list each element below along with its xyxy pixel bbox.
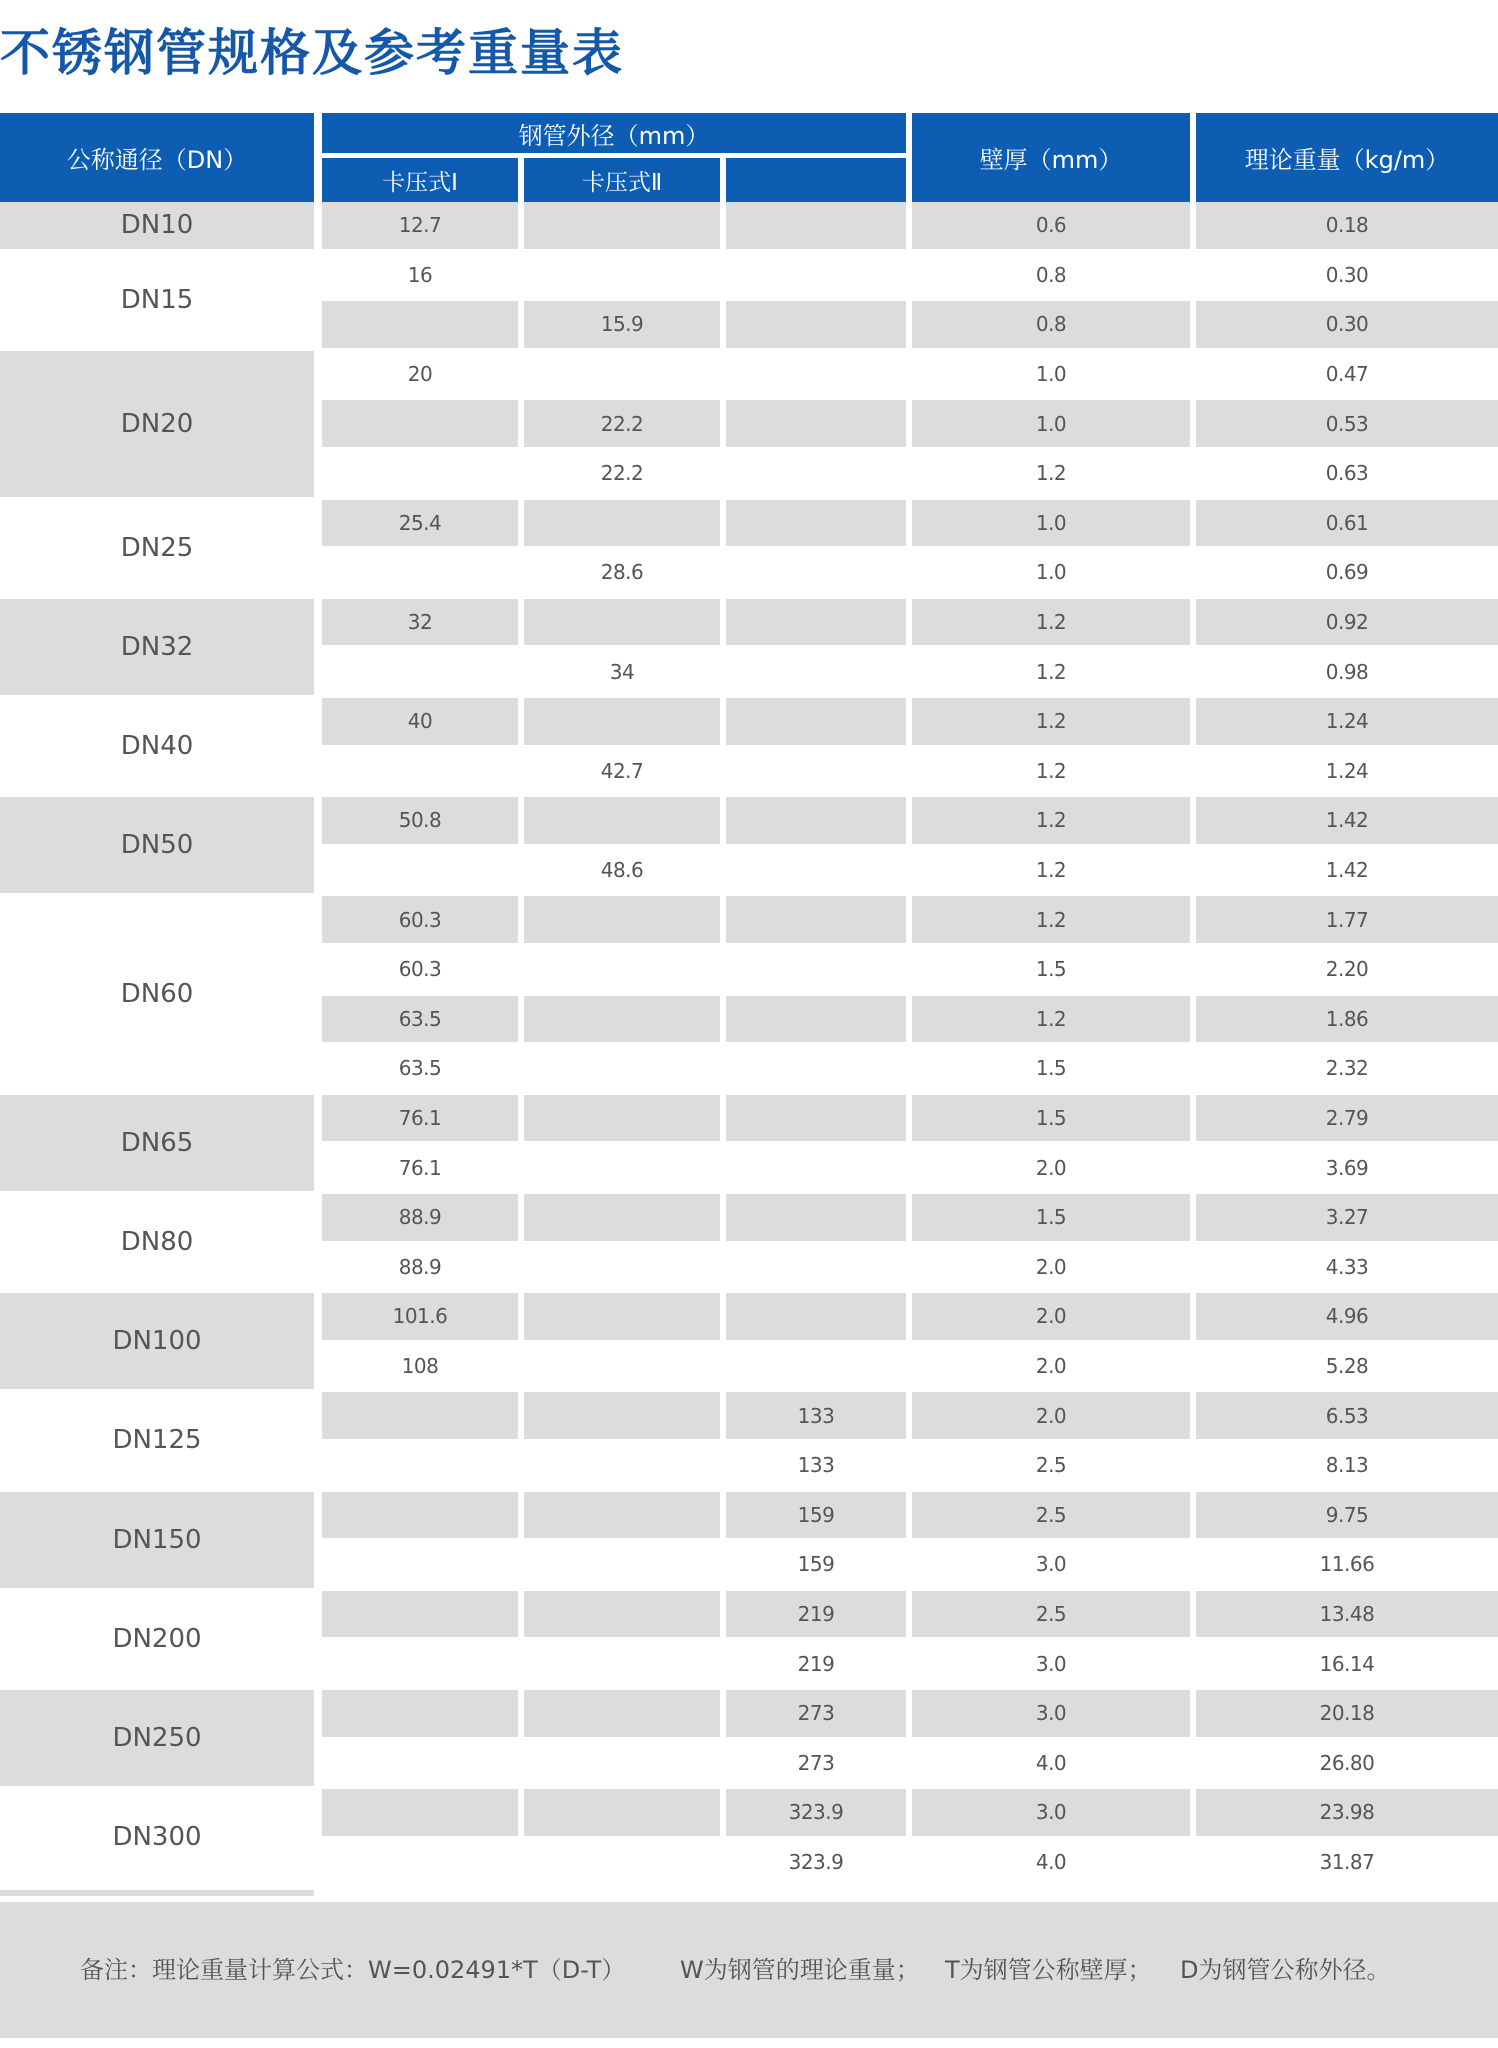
table-cell [524,1442,720,1489]
header-od-type2: 卡压式Ⅱ [524,158,720,202]
table-cell: 0.30 [1325,262,1369,287]
table-cell [726,1144,906,1191]
table-cell: 15.9 [524,301,720,348]
dn-label: DN32 [0,599,314,695]
table-cell [322,1442,518,1489]
header-wall-thickness: 壁厚（mm） [912,113,1190,202]
table-cell [322,1839,518,1886]
table-cell: 0.8 [912,301,1190,348]
table-cell [322,1740,518,1787]
table-cell [524,1095,720,1142]
table-cell: 3.69 [1325,1155,1369,1180]
table-cell [322,847,518,894]
dn-label: DN60 [120,979,194,1010]
table-cell: 0.18 [1196,202,1498,249]
table-cell [524,1839,720,1886]
note-d-definition: D为钢管公称外径。 [1180,1956,1391,1984]
table-cell: 23.98 [1196,1789,1498,1836]
table-cell [524,1640,720,1687]
table-cell [322,1541,518,1588]
table-cell: 1.2 [1035,659,1067,684]
table-cell [726,698,906,745]
table-cell: 11.66 [1319,1552,1375,1577]
table-cell: 4.33 [1325,1254,1369,1279]
table-cell: 2.5 [1035,1453,1067,1478]
table-cell: 1.2 [1035,858,1067,883]
table-cell: 88.9 [322,1194,518,1241]
table-cell [322,400,518,447]
table-cell: 1.2 [912,896,1190,943]
table-cell: 2.0 [1035,1155,1067,1180]
table-cell: 2.0 [912,1293,1190,1340]
table-cell: 1.5 [1035,957,1067,982]
table-cell [726,450,906,497]
note-w-definition: W为钢管的理论重量； [680,1956,920,1984]
table-cell: 76.1 [398,1155,442,1180]
table-cell: 101.6 [322,1293,518,1340]
table-cell: 34 [609,659,635,684]
dn-label: DN65 [0,1095,314,1191]
table-cell: 159 [726,1492,906,1539]
table-cell: 0.69 [1325,560,1369,585]
table-cell [524,698,720,745]
table-cell: 1.2 [912,599,1190,646]
table-cell [322,748,518,795]
table-cell: 133 [797,1453,835,1478]
dn-label: DN125 [112,1425,202,1456]
table-cell: 25.4 [322,500,518,547]
table-cell: 9.75 [1196,1492,1498,1539]
table-cell: 219 [797,1651,835,1676]
table-cell: 1.42 [1325,858,1369,883]
table-cell [524,1690,720,1737]
table-cell [524,1789,720,1836]
table-cell: 1.0 [1035,362,1067,387]
dn-label: DN80 [120,1227,194,1258]
table-cell [524,1392,720,1439]
table-cell: 3.0 [912,1690,1190,1737]
table-cell: 1.77 [1196,896,1498,943]
table-cell: 60.3 [398,957,442,982]
table-cell: 1.0 [912,400,1190,447]
table-cell [524,1144,720,1191]
table-cell: 0.61 [1196,500,1498,547]
table-cell: 2.0 [1035,1254,1067,1279]
table-cell: 4.0 [1035,1850,1067,1875]
table-cell: 323.9 [788,1850,844,1875]
table-cell: 273 [797,1750,835,1775]
table-cell: 133 [726,1392,906,1439]
table-cell [726,202,906,249]
table-cell [524,252,720,299]
table-cell: 0.8 [1035,262,1067,287]
table-cell [524,1293,720,1340]
table-cell [524,896,720,943]
table-cell [322,450,518,497]
page-title: 不锈钢管规格及参考重量表 [0,24,624,82]
table-cell: 1.2 [912,698,1190,745]
table-cell: 60.3 [322,896,518,943]
header-od-type3 [726,158,906,202]
table-cell: 1.2 [912,996,1190,1043]
table-cell: 20.18 [1196,1690,1498,1737]
table-cell: 1.42 [1196,797,1498,844]
table-cell [524,1045,720,1092]
table-cell: 16.14 [1319,1651,1375,1676]
table-cell [726,896,906,943]
table-cell: 22.2 [524,400,720,447]
table-cell: 1.2 [912,797,1190,844]
table-cell: 1.5 [1035,1056,1067,1081]
table-cell [322,1690,518,1737]
dn-label: DN20 [0,351,314,497]
table-cell: 0.6 [912,202,1190,249]
table-cell: 16 [407,262,433,287]
table-cell: 3.27 [1196,1194,1498,1241]
header-theoretical-weight: 理论重量（kg/m） [1196,113,1498,202]
table-cell: 1.86 [1196,996,1498,1043]
table-cell [322,1640,518,1687]
table-cell: 20 [407,362,433,387]
table-cell [726,252,906,299]
table-cell [322,1789,518,1836]
table-cell [524,1244,720,1291]
dn-label: DN40 [120,731,194,762]
table-cell: 1.5 [912,1095,1190,1142]
table-cell [322,301,518,348]
table-bottom-rule [0,1890,314,1896]
table-cell [524,1194,720,1241]
table-cell: 2.0 [912,1392,1190,1439]
table-cell: 28.6 [600,560,644,585]
dn-label: DN100 [0,1293,314,1389]
table-cell: 4.96 [1196,1293,1498,1340]
table-cell: 0.98 [1325,659,1369,684]
dn-label: DN150 [0,1492,314,1588]
table-cell [524,996,720,1043]
table-cell: 0.30 [1196,301,1498,348]
table-cell [322,648,518,695]
table-cell: 0.53 [1196,400,1498,447]
dn-label: DN15 [120,284,194,315]
dn-label: DN250 [0,1690,314,1786]
table-cell [322,1392,518,1439]
table-cell: 1.2 [1035,461,1067,486]
note-t-definition: T为钢管公称壁厚； [945,1956,1152,1984]
table-cell: 88.9 [398,1254,442,1279]
table-cell [524,946,720,993]
table-cell: 219 [726,1591,906,1638]
table-cell [524,797,720,844]
table-cell: 4.0 [1035,1750,1067,1775]
table-cell [726,996,906,1043]
table-cell: 13.48 [1196,1591,1498,1638]
table-cell [726,1343,906,1390]
table-cell: 323.9 [726,1789,906,1836]
table-cell: 48.6 [600,858,644,883]
dn-label: DN50 [0,797,314,893]
table-cell [726,351,906,398]
table-cell: 2.20 [1325,957,1369,982]
table-cell [726,1244,906,1291]
table-cell: 1.2 [1035,758,1067,783]
dn-label: DN25 [120,532,194,563]
table-cell: 76.1 [322,1095,518,1142]
table-cell [726,946,906,993]
table-cell: 32 [322,599,518,646]
table-cell: 6.53 [1196,1392,1498,1439]
table-cell: 40 [322,698,518,745]
table-cell: 3.0 [1035,1552,1067,1577]
table-cell: 63.5 [322,996,518,1043]
table-cell: 50.8 [322,797,518,844]
table-cell [726,1095,906,1142]
table-cell [726,748,906,795]
table-cell [322,1492,518,1539]
table-cell: 12.7 [322,202,518,249]
table-cell [524,599,720,646]
table-cell [322,549,518,596]
table-cell: 0.92 [1196,599,1498,646]
table-cell: 108 [401,1354,439,1379]
note-formula: 备注：理论重量计算公式：W=0.02491*T（D-T） [80,1956,626,1984]
table-cell: 2.32 [1325,1056,1369,1081]
table-cell [524,1591,720,1638]
table-cell [524,1740,720,1787]
table-cell: 22.2 [600,461,644,486]
table-cell [726,500,906,547]
table-cell: 63.5 [398,1056,442,1081]
table-cell: 1.0 [1035,560,1067,585]
table-cell [726,1194,906,1241]
table-cell [726,400,906,447]
table-cell: 5.28 [1325,1354,1369,1379]
table-cell: 42.7 [600,758,644,783]
header-od-type1: 卡压式Ⅰ [322,158,518,202]
table-cell [726,797,906,844]
table-cell [322,1591,518,1638]
table-cell [726,1293,906,1340]
table-cell: 3.0 [912,1789,1190,1836]
dn-label: DN10 [0,202,314,249]
table-cell: 159 [797,1552,835,1577]
dn-label: DN200 [112,1623,202,1654]
table-cell [726,599,906,646]
table-cell [726,847,906,894]
table-cell: 1.24 [1196,698,1498,745]
table-cell: 0.47 [1325,362,1369,387]
table-cell [726,1045,906,1092]
table-cell: 2.79 [1196,1095,1498,1142]
table-cell: 0.63 [1325,461,1369,486]
table-cell [524,202,720,249]
table-cell: 2.5 [912,1492,1190,1539]
table-cell [524,500,720,547]
table-cell: 26.80 [1319,1750,1375,1775]
table-cell: 8.13 [1325,1453,1369,1478]
table-cell: 1.5 [912,1194,1190,1241]
table-cell: 1.24 [1325,758,1369,783]
table-cell [726,648,906,695]
table-cell [726,301,906,348]
table-cell: 1.0 [912,500,1190,547]
table-cell: 2.5 [912,1591,1190,1638]
table-cell [524,1541,720,1588]
header-od-group: 钢管外径（mm） [322,113,906,153]
table-cell: 3.0 [1035,1651,1067,1676]
footnote [0,1902,1498,2038]
table-cell [524,351,720,398]
table-cell: 2.0 [1035,1354,1067,1379]
header-dn: 公称通径（DN） [0,113,314,202]
table-cell [524,1492,720,1539]
table-cell [726,549,906,596]
table-cell [524,1343,720,1390]
dn-label: DN300 [112,1822,202,1853]
table-cell: 273 [726,1690,906,1737]
table-cell: 31.87 [1319,1850,1375,1875]
